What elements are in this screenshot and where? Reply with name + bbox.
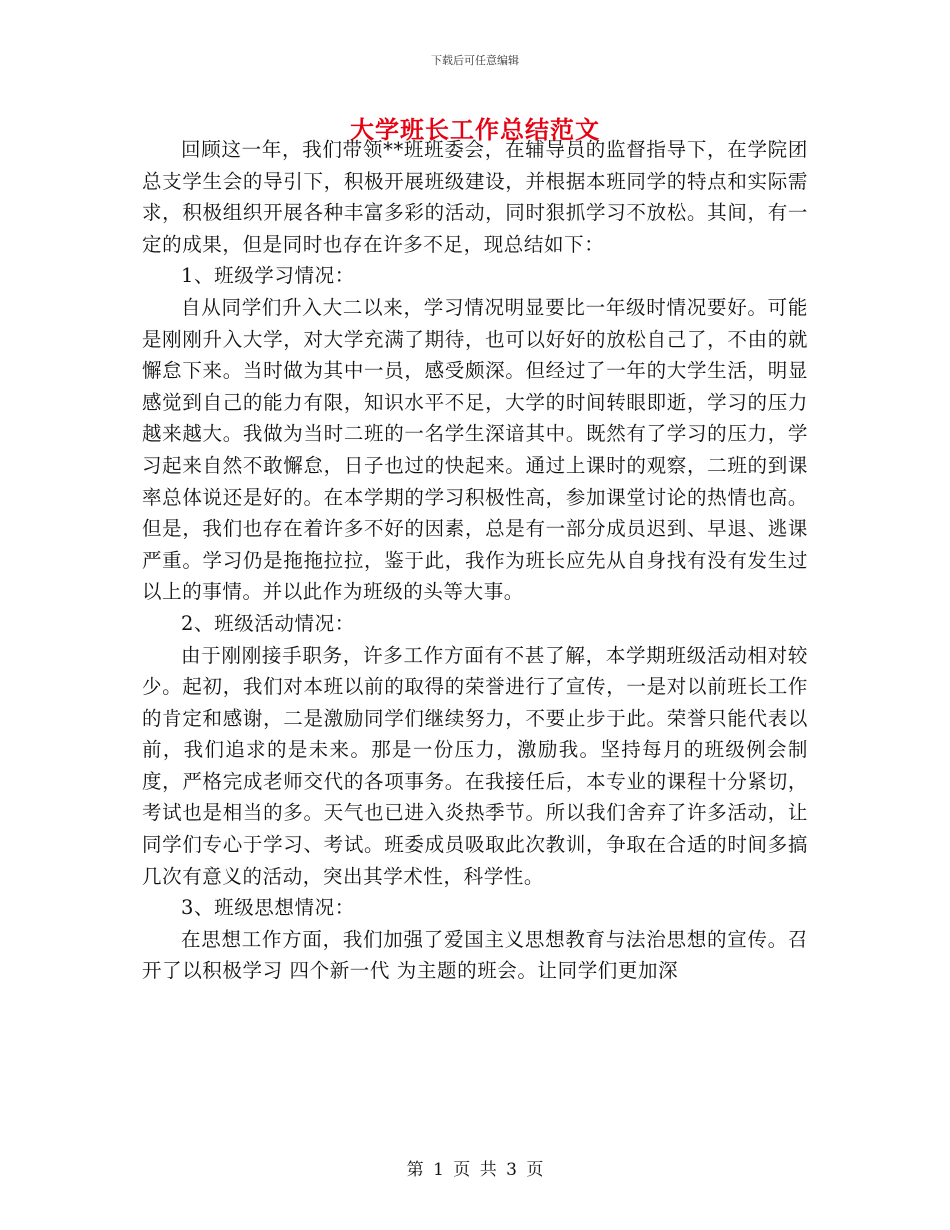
paragraph-activities: 由于刚刚接手职务，许多工作方面有不甚了解，本学期班级活动相对较少。起初，我们对本班以前的取得的荣誉进行了宣传，一是对以前班长工作的肯定和感谢，二是激励同学们继续努力，不要止步于此。荣誉只能代表以前，我们追求的是未来。那是一份压力，激励我。坚持每月的班级例会制度，严格完成老师交代的各项事务。在我接任后，本专业的课程十分紧切，考试也是相当的多。天气也已进入炎热季节。所以我们舍弃了许多活动，让同学们专心于学习、考试。班委成员吸取此次教训，争取在合适的时间多搞几次有意义的活动，突出其学术性，科学性。 [142,643,808,888]
section-heading-study: 1、班级学习情况： [181,264,355,288]
section-heading-ideology: 3、班级思想情况： [181,896,355,920]
paragraph-ideology: 在思想工作方面，我们加强了爱国主义思想教育与法治思想的宣传。召开了以积极学习 四个新一代 为主题的班会。让同学们更加深 [142,927,808,983]
document-title: 大学班长工作总结范文 [350,116,600,144]
header-note: 下载后可任意编辑 [431,54,519,67]
document-body [142,134,808,987]
section-heading-activities: 2、班级活动情况： [181,611,355,635]
page-footer: 第 1 页 共 3 页 [406,1160,544,1180]
paragraph-study: 自从同学们升入大二以来，学习情况明显要比一年级时情况要好。可能是刚刚升入大学，对大学充满了期待，也可以好好的放松自己了，不由的就懈怠下来。当时做为其中一员，感受颇深。但经过了一年的大学生活，明显感觉到自己的能力有限，知识水平不足，大学的时间转眼即逝，学习的压力越来越大。我做为当时二班的一名学生深谙其中。既然有了学习的压力，学习起来自然不敢懈怠，日子也过的快起来。通过上课时的观察，二班的到课率总体说还是好的。在本学期的学习积极性高，参加课堂讨论的热情也高。但是，我们也存在着许多不好的因素，总是有一部分成员迟到、早退、逃课严重。学习仍是拖拖拉拉，鉴于此，我作为班长应先从自身找有没有发生过以上的事情。并以此作为班级的头等大事。 [142,295,808,604]
paragraph-intro: 回顾这一年，我们带领**班班委会，在辅导员的监督指导下，在学院团总支学生会的导引下，积极开展班级建设，并根据本班同学的特点和实际需求，积极组织开展各种丰富多彩的活动，同时狠抓学习不放松。其间，有一定的成果，但是同时也存在许多不足，现总结如下： [142,138,808,256]
